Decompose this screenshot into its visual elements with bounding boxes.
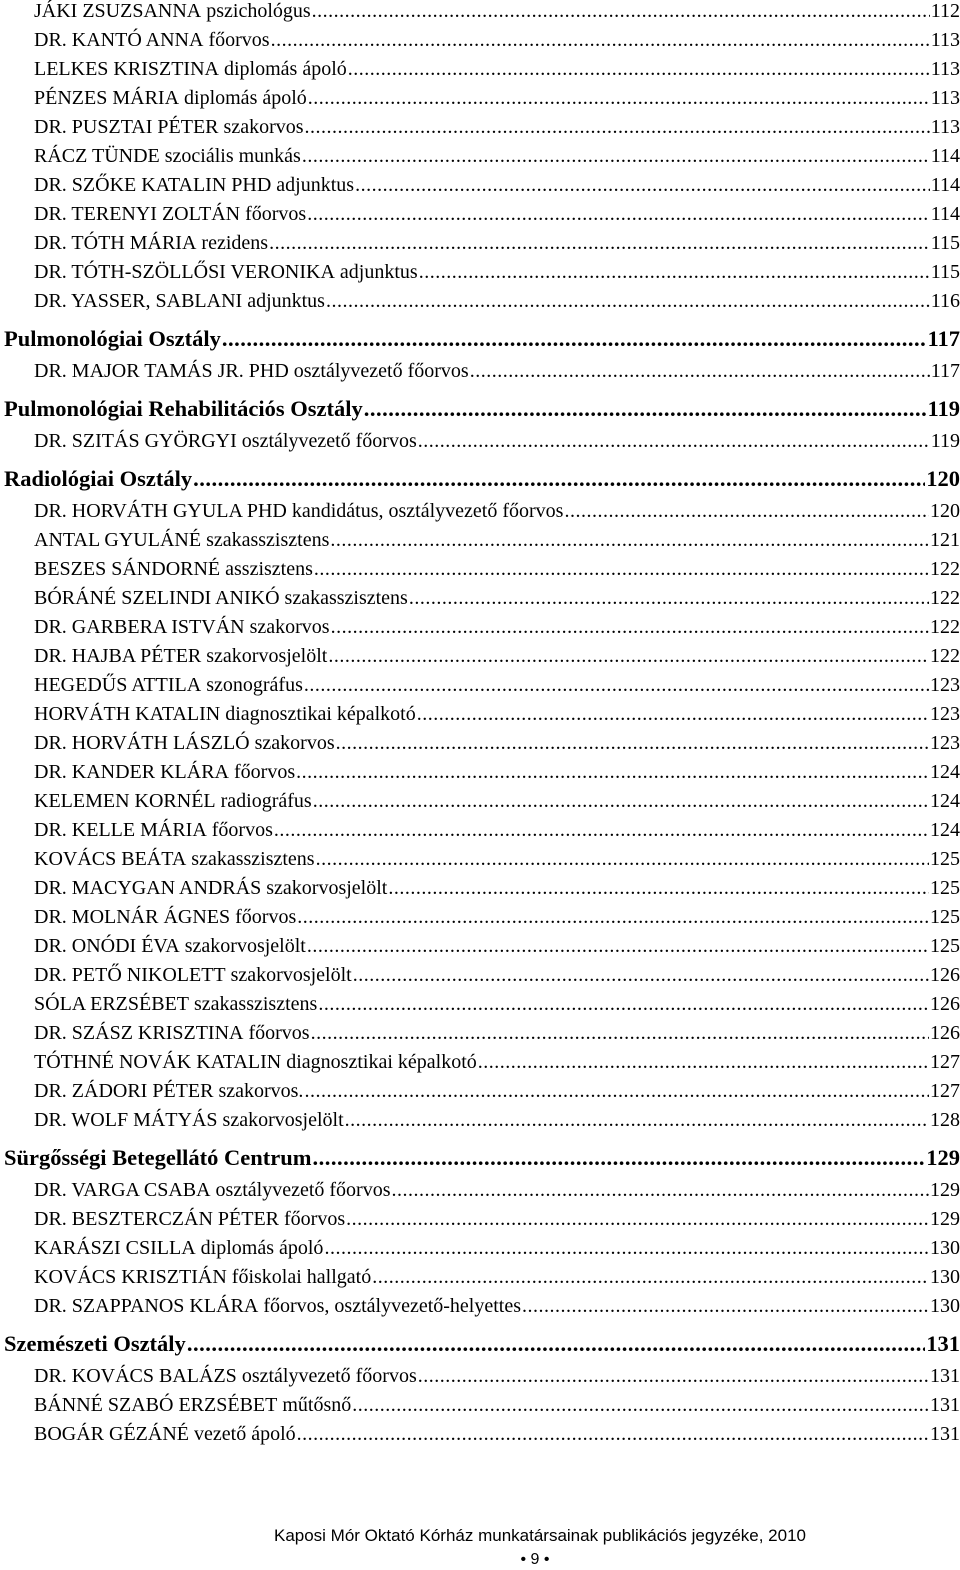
toc-page-number: 124 (930, 790, 960, 812)
toc-entry-name: DR. MAJOR TAMÁS JR. PHD (34, 360, 289, 382)
toc-entry-role: radiográfus (220, 790, 312, 812)
toc-entry-label (34, 0, 311, 23)
toc-entry[interactable] (34, 1423, 960, 1452)
toc-entry-role: szakasszisztens (206, 529, 330, 551)
toc-entry-role: pszichológus (206, 0, 311, 22)
toc-leader-dots (330, 529, 929, 552)
toc-entry-label (34, 674, 303, 697)
toc-page-number: 127 (930, 1080, 960, 1102)
toc-leader-dots (187, 1331, 925, 1357)
toc-entry-name: KARÁSZI CSILLA (34, 1237, 196, 1259)
toc-entry-label (34, 290, 325, 313)
toc-page-number: 117 (927, 326, 960, 351)
toc-entry-name: DR. VARGA CSABA (34, 1179, 211, 1201)
toc-entry[interactable] (34, 1109, 960, 1138)
toc-leader-dots (336, 732, 929, 755)
toc-entry[interactable] (34, 430, 960, 459)
toc-page-number: 129 (930, 1179, 960, 1201)
toc-entry-role: szakorvosjelölt (206, 645, 328, 667)
toc-page-number: 114 (930, 174, 960, 196)
toc-entry[interactable] (34, 116, 960, 145)
toc-entry-name: SÓLA ERZSÉBET (34, 993, 190, 1015)
toc-entry-name: HORVÁTH KATALIN (34, 703, 221, 725)
toc-entry-role: szakorvos (254, 732, 335, 754)
toc-entry-label (34, 500, 563, 523)
toc-entry-name: DR. MOLNÁR ÁGNES (34, 906, 231, 928)
toc-page-number: 130 (930, 1237, 960, 1259)
toc-leader-dots (345, 1109, 929, 1132)
toc-entry[interactable] (34, 1080, 960, 1109)
toc-page-number: 129 (926, 1145, 960, 1170)
toc-entry-role: kandidátus, osztályvezető főorvos (291, 500, 564, 522)
toc-entry[interactable] (34, 232, 960, 261)
toc-entry-label (34, 360, 469, 383)
toc-page-number: 123 (930, 674, 960, 696)
toc-leader-dots (304, 1080, 929, 1103)
toc-entry[interactable] (34, 587, 960, 616)
footer-title: Kaposi Mór Oktató Kórház munkatársainak publikációs jegyzéke, 2010 (273, 1526, 806, 1545)
toc-entry-name: DR. SZŐKE KATALIN PHD (34, 174, 272, 196)
toc-leader-dots (326, 290, 930, 313)
toc-leader-dots (296, 761, 929, 784)
toc-entry-name: TÓTHNÉ NOVÁK KATALIN (34, 1051, 282, 1073)
toc-leader-dots (564, 500, 929, 523)
toc-entry-label (34, 1208, 345, 1231)
toc-entry-role: szociális munkás (164, 145, 301, 167)
toc-entry-name: DR. PUSZTAI PÉTER (34, 116, 219, 138)
toc-entry-role: főorvos (248, 1022, 310, 1044)
toc-page-number: 117 (930, 360, 960, 382)
toc-entry-role: szakorvos (223, 116, 304, 138)
toc-entry-role: adjunktus (276, 174, 355, 196)
toc-entry-label (34, 1022, 310, 1045)
toc-page-number: 127 (930, 1051, 960, 1073)
toc-entry-label (34, 529, 329, 552)
toc-leader-dots (353, 964, 929, 987)
toc-entry-label (34, 558, 313, 581)
toc-entry[interactable] (34, 703, 960, 732)
toc-leader-dots (222, 326, 927, 352)
toc-leader-dots (274, 819, 929, 842)
toc-entry-name: KOVÁCS BEÁTA (34, 848, 187, 870)
toc-entry-name: DR. KANTÓ ANNA (34, 29, 204, 51)
toc-entry-role: szakorvosjelölt (230, 964, 352, 986)
toc-entry[interactable] (34, 819, 960, 848)
toc-entry-name: DR. ZÁDORI PÉTER (34, 1080, 214, 1102)
toc-leader-dots (307, 935, 929, 958)
toc-section-heading[interactable] (4, 1331, 960, 1365)
toc-entry[interactable] (34, 29, 960, 58)
toc-page-number: 131 (930, 1423, 960, 1445)
toc-entry[interactable] (34, 1208, 960, 1237)
toc-entry-label (34, 906, 296, 929)
toc-leader-dots (418, 1365, 929, 1388)
toc-entry-label (34, 1295, 521, 1318)
toc-page-number: 125 (930, 848, 960, 870)
toc-page-number: 113 (930, 58, 960, 80)
toc-leader-dots (409, 587, 929, 610)
toc-entry-name: BÁNNÉ SZABÓ ERZSÉBET (34, 1394, 278, 1416)
toc-leader-dots (470, 360, 930, 383)
toc-entry[interactable] (34, 1295, 960, 1324)
toc-leader-dots (388, 877, 929, 900)
toc-entry-label (34, 964, 352, 987)
toc-entry-label (34, 587, 408, 610)
toc-leader-dots (331, 616, 929, 639)
toc-entry-label (34, 116, 304, 139)
toc-page-number: 112 (930, 0, 960, 22)
toc-entry-label (34, 1179, 391, 1202)
toc-entry[interactable] (34, 674, 960, 703)
toc-entry-name: DR. HORVÁTH GYULA PHD (34, 500, 287, 522)
toc-entry-name: ANTAL GYULÁNÉ (34, 529, 202, 551)
toc-entry-label (34, 790, 312, 813)
toc-leader-dots (355, 174, 930, 197)
toc-entry-role: főorvos, osztályvezető-helyettes (263, 1295, 522, 1317)
toc-entry-role: főorvos (284, 1208, 346, 1230)
toc-page-number: 129 (930, 1208, 960, 1230)
toc-entry-label (34, 145, 301, 168)
toc-entry-name: DR. SZITÁS GYÖRGYI (34, 430, 237, 452)
toc-entry-name: DR. TERENYI ZOLTÁN (34, 203, 241, 225)
toc-leader-dots (478, 1051, 929, 1074)
toc-entry-name: PÉNZES MÁRIA (34, 87, 180, 109)
toc-entry-role: szakasszisztens (284, 587, 408, 609)
toc-entry-name: LELKES KRISZTINA (34, 58, 219, 80)
toc-entry[interactable] (34, 145, 960, 174)
toc-leader-dots (316, 848, 929, 871)
toc-entry-role: szakorvosjelölt (222, 1109, 344, 1131)
toc-entry[interactable] (34, 1394, 960, 1423)
toc-entry[interactable] (34, 645, 960, 674)
toc-section-title: Pulmonológiai Osztály (4, 326, 221, 351)
toc-entry[interactable] (34, 174, 960, 203)
toc-page-number: 124 (930, 761, 960, 783)
toc-entry-label (34, 877, 387, 900)
toc-entry-name: DR. TÓTH MÁRIA (34, 232, 197, 254)
toc-leader-dots (372, 1266, 929, 1289)
toc-entry-role: szonográfus (206, 674, 303, 696)
toc-entry-name: DR. WOLF MÁTYÁS (34, 1109, 218, 1131)
toc-page-number: 113 (930, 116, 960, 138)
toc-entry-label (34, 819, 273, 842)
toc-leader-dots (311, 1022, 929, 1045)
toc-entry[interactable] (34, 529, 960, 558)
toc-entry-label (34, 232, 268, 255)
toc-entry-name: DR. ONÓDI ÉVA (34, 935, 180, 957)
toc-entry-role: rezidens (201, 232, 269, 254)
toc-entry-role: osztályvezető főorvos (215, 1179, 391, 1201)
toc-entry-name: KELEMEN KORNÉL (34, 790, 216, 812)
toc-leader-dots (297, 906, 929, 929)
toc-entry-role: vezető ápoló (194, 1423, 296, 1445)
toc-entry-name: DR. KANDER KLÁRA (34, 761, 229, 783)
toc-entry-role: adjunktus (247, 290, 325, 312)
toc-entry[interactable] (34, 877, 960, 906)
toc-entry[interactable] (34, 290, 960, 319)
toc-entry-role: főorvos (208, 29, 270, 51)
toc-entry-label (34, 430, 417, 453)
toc-entry-name: DR. HAJBA PÉTER (34, 645, 202, 667)
toc-entry-role: szakorvos. (218, 1080, 304, 1102)
toc-page-number: 122 (930, 558, 960, 580)
toc-entry-role: főiskolai hallgató (231, 1266, 372, 1288)
toc-leader-dots (522, 1295, 929, 1318)
toc-section-title: Szemészeti Osztály (4, 1331, 186, 1356)
toc-page-number: 122 (930, 616, 960, 638)
toc-entry-name: DR. SZAPPANOS KLÁRA (34, 1295, 259, 1317)
toc-entry-name: HEGEDŰS ATTILA (34, 674, 202, 696)
toc-entry[interactable] (34, 732, 960, 761)
toc-entry[interactable] (34, 1051, 960, 1080)
toc-entry-label (34, 1109, 344, 1132)
toc-entry[interactable] (34, 1365, 960, 1394)
toc-entry-label (34, 1080, 303, 1103)
toc-leader-dots (348, 58, 930, 81)
toc-entry-role: adjunktus (339, 261, 418, 283)
toc-page-number: 120 (926, 466, 960, 491)
toc-entry[interactable] (34, 558, 960, 587)
toc-section-title: Pulmonológiai Rehabilitációs Osztály (4, 396, 363, 421)
toc-entry-name: BESZES SÁNDORNÉ (34, 558, 221, 580)
toc-page-number: 115 (930, 232, 960, 254)
toc-leader-dots (318, 993, 929, 1016)
toc-page-number: 113 (930, 29, 960, 51)
toc-page-number: 125 (930, 935, 960, 957)
toc-section-title: Sürgősségi Betegellátó Centrum (4, 1145, 312, 1170)
toc-page-number: 116 (930, 290, 960, 312)
toc-entry-label (34, 58, 347, 81)
toc-page-number: 124 (930, 819, 960, 841)
toc-entry-role: főorvos (211, 819, 273, 841)
toc-leader-dots (392, 1179, 930, 1202)
toc-entry-name: DR. KOVÁCS BALÁZS (34, 1365, 237, 1387)
toc-entry-name: JÁKI ZSUZSANNA (34, 0, 202, 22)
toc-page-number: 115 (930, 261, 960, 283)
toc-entry[interactable] (34, 848, 960, 877)
toc-entry-role: asszisztens (225, 558, 313, 580)
toc-entry-name: DR. PETŐ NIKOLETT (34, 964, 226, 986)
toc-entry[interactable] (34, 964, 960, 993)
toc-leader-dots (304, 674, 929, 697)
toc-page-number: 122 (930, 587, 960, 609)
toc-entry-role: szakorvosjelölt (266, 877, 388, 899)
toc-entry-role: osztályvezető főorvos (241, 1365, 417, 1387)
toc-entry-label (34, 203, 306, 226)
toc-entry[interactable] (34, 1179, 960, 1208)
toc-entry-name: BOGÁR GÉZÁNÉ (34, 1423, 189, 1445)
toc-leader-dots (312, 0, 930, 23)
toc-section-heading[interactable] (4, 1145, 960, 1179)
toc-leader-dots (419, 261, 930, 284)
toc-entry[interactable] (34, 500, 960, 529)
toc-entry-role: műtősnő (282, 1394, 352, 1416)
toc-entry-role: diplomás ápoló (184, 87, 307, 109)
toc-entry-name: DR. SZÁSZ KRISZTINA (34, 1022, 244, 1044)
toc-entry-role: osztályvezető főorvos (241, 430, 417, 452)
toc-entry-name: DR. TÓTH-SZÖLLŐSI VERONIKA (34, 261, 335, 283)
toc-section-title: Radiológiai Osztály (4, 466, 193, 491)
toc-page-number: 126 (930, 1022, 960, 1044)
toc-entry-label (34, 993, 317, 1016)
toc-page-number: 130 (930, 1295, 960, 1317)
toc-entry[interactable] (34, 993, 960, 1022)
toc-leader-dots (364, 396, 927, 422)
toc-page-number: 119 (930, 430, 960, 452)
toc-page-number: 123 (930, 732, 960, 754)
toc-entry-role: szakasszisztens (194, 993, 318, 1015)
toc-leader-dots (417, 703, 929, 726)
toc-entry-label (34, 732, 335, 755)
toc-entry-label (34, 261, 418, 284)
toc-entry-label (34, 1051, 477, 1074)
toc-page-number: 125 (930, 906, 960, 928)
toc-entry-role: főorvos (245, 203, 307, 225)
toc-entry[interactable] (34, 1237, 960, 1266)
toc-leader-dots (297, 1423, 929, 1446)
toc-entry[interactable] (34, 616, 960, 645)
toc-entry[interactable] (34, 1266, 960, 1295)
toc-entry-role: szakorvosjelölt (184, 935, 306, 957)
toc-entry-role: főorvos (234, 761, 296, 783)
toc-entry-label (34, 1423, 296, 1446)
toc-entry-name: DR. YASSER, SABLANI (34, 290, 243, 312)
toc-leader-dots (305, 116, 930, 139)
toc-entry-label (34, 174, 354, 197)
toc-entry-name: DR. HORVÁTH LÁSZLÓ (34, 732, 250, 754)
toc-leader-dots (324, 1237, 929, 1260)
toc-entry-name: RÁCZ TÜNDE (34, 145, 160, 167)
toc-entry-role: szakasszisztens (191, 848, 315, 870)
toc-leader-dots (352, 1394, 929, 1417)
toc-leader-dots (308, 87, 930, 110)
toc-page-number: 130 (930, 1266, 960, 1288)
toc-page-number: 121 (930, 529, 960, 551)
toc-page-number: 114 (930, 145, 960, 167)
toc-page-number: 120 (930, 500, 960, 522)
toc-leader-dots (269, 232, 930, 255)
toc-entry[interactable] (34, 906, 960, 935)
toc-page-number: 131 (926, 1331, 960, 1356)
toc-page-number: 131 (930, 1394, 960, 1416)
toc-entry-name: DR. BESZTERCZÁN PÉTER (34, 1208, 280, 1230)
toc-entry-label (34, 645, 327, 668)
toc-entry[interactable] (34, 761, 960, 790)
toc-entry-label (34, 935, 306, 958)
toc-entry[interactable] (34, 935, 960, 964)
toc-entry-label (34, 703, 416, 726)
toc-entry[interactable] (34, 261, 960, 290)
toc-page-number: 128 (930, 1109, 960, 1131)
toc-leader-dots (328, 645, 929, 668)
toc-page-number: 125 (930, 877, 960, 899)
toc-entry[interactable] (34, 203, 960, 232)
toc-section-heading[interactable] (4, 326, 960, 360)
toc-entry-role: diplomás ápoló (200, 1237, 324, 1259)
toc-entry-role: osztályvezető főorvos (293, 360, 469, 382)
toc-page-number: 122 (930, 645, 960, 667)
toc-entry[interactable] (34, 360, 960, 389)
toc-entry-label (34, 616, 330, 639)
toc-entry-label (34, 848, 315, 871)
toc-entry[interactable] (34, 1022, 960, 1051)
toc-entry-role: diagnosztikai képalkotó (225, 703, 416, 725)
toc-entry-name: BÓRÁNÉ SZELINDI ANIKÓ (34, 587, 280, 609)
toc-entry-name: DR. KELLE MÁRIA (34, 819, 207, 841)
toc-leader-dots (314, 558, 929, 581)
toc-entry-name: DR. GARBERA ISTVÁN (34, 616, 245, 638)
toc-leader-dots (346, 1208, 929, 1231)
toc-entry-label (34, 1365, 417, 1388)
toc-entry[interactable] (34, 87, 960, 116)
toc-page-number: 123 (930, 703, 960, 725)
toc-leader-dots (313, 790, 929, 813)
toc-entry-role: diagnosztikai képalkotó (286, 1051, 477, 1073)
toc-entry-label (34, 1394, 351, 1417)
toc-entry-label (34, 1237, 323, 1260)
toc-page-number: 131 (930, 1365, 960, 1387)
toc-leader-dots (302, 145, 930, 168)
toc-page-number: 126 (930, 993, 960, 1015)
toc-entry[interactable] (34, 58, 960, 87)
toc-leader-dots (418, 430, 930, 453)
toc-entry-name: KOVÁCS KRISZTIÁN (34, 1266, 227, 1288)
toc-entry-label (34, 29, 270, 52)
toc-section-heading[interactable] (4, 396, 960, 430)
toc-entry[interactable] (34, 0, 960, 29)
page-number: • 9 • (520, 1551, 550, 1568)
toc-leader-dots (307, 203, 930, 226)
toc-entry-name: DR. MACYGAN ANDRÁS (34, 877, 262, 899)
toc-entry-label (34, 761, 295, 784)
toc-entry-label (34, 1266, 371, 1289)
toc-entry-role: főorvos (235, 906, 297, 928)
toc-leader-dots (193, 466, 925, 492)
toc-page-number: 113 (930, 87, 960, 109)
toc-entry[interactable] (34, 790, 960, 819)
toc-entry-role: szakorvos (249, 616, 330, 638)
toc-leader-dots (312, 1145, 925, 1171)
toc-page-number: 114 (930, 203, 960, 225)
toc-section-heading[interactable] (4, 466, 960, 500)
toc-leader-dots (271, 29, 930, 52)
toc-entry-role: diplomás ápoló (223, 58, 347, 80)
toc-page-number: 119 (927, 396, 960, 421)
toc-page-number: 126 (930, 964, 960, 986)
toc-entry-label (34, 87, 307, 110)
